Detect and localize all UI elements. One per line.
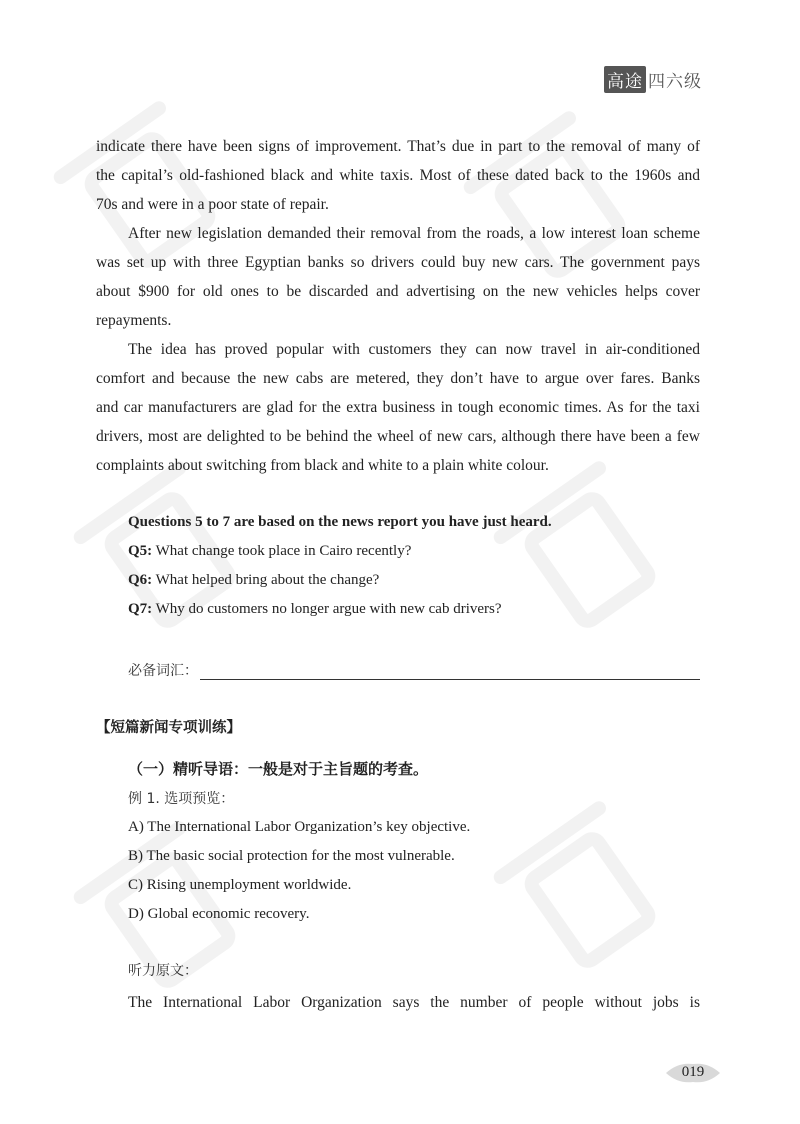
text-line: indicate there have been signs of improvement. That’s due in part to the removal of many of bbox=[96, 138, 700, 155]
question-text: What change took place in Cairo recently? bbox=[152, 543, 412, 559]
text-line: drivers, most are delighted to be behind the wheel of new cars, although there have been a few bbox=[96, 428, 700, 445]
page-number: 019 bbox=[681, 1064, 705, 1080]
paragraph-2 bbox=[96, 219, 700, 335]
page-number-badge bbox=[664, 1062, 722, 1084]
brand-rest: 四六级 bbox=[648, 72, 702, 92]
question-text: What helped bring about the change? bbox=[152, 572, 380, 588]
listening-text: The International Labor Organization says the number of people without jobs is bbox=[128, 994, 700, 1011]
text-line: comfort and because the new cabs are metered, they don’t have to argue over fares. Banks bbox=[96, 370, 700, 387]
vocab-field bbox=[128, 656, 700, 680]
paragraph-3 bbox=[96, 335, 700, 480]
header-brand-logo bbox=[604, 66, 702, 93]
listening-label: 听力原文： bbox=[128, 963, 198, 979]
option-item: C) Rising unemployment worldwide. bbox=[128, 877, 352, 893]
vocab-label: 必备词汇： bbox=[128, 663, 198, 679]
question-text: Why do customers no longer argue with new cab drivers? bbox=[152, 601, 502, 617]
option-item: D) Global economic recovery. bbox=[128, 906, 310, 922]
text-line: about $900 for old ones to be discarded and advertising on the new vehicles helps cover bbox=[96, 283, 700, 300]
sub-title: （一）精听导语：一般是对于主旨题的考查。 bbox=[128, 760, 429, 778]
paragraph-1 bbox=[96, 132, 700, 219]
question-item bbox=[128, 595, 700, 624]
questions-heading: Questions 5 to 7 are based on the news report you have just heard. bbox=[128, 514, 552, 530]
option-item: B) The basic social protection for the most vulnerable. bbox=[128, 848, 455, 864]
section-title: 【短篇新闻专项训练】 bbox=[96, 720, 241, 736]
question-item bbox=[128, 566, 700, 595]
text-line: The idea has proved popular with customers they can now travel in air-conditioned bbox=[128, 341, 700, 358]
text-line: 70s and were in a poor state of repair. bbox=[96, 196, 329, 213]
text-line: and car manufacturers are glad for the extra business in tough economic times. As for the taxi bbox=[96, 399, 700, 416]
question-label: Q6: bbox=[128, 572, 153, 588]
example-label: 例 1. 选项预览： bbox=[128, 791, 235, 807]
brand-box: 高途 bbox=[604, 66, 646, 93]
text-line: the capital’s old-fashioned black and white taxis. Most of these dated back to the 1960s and bbox=[96, 167, 700, 184]
question-label: Q5: bbox=[128, 543, 153, 559]
text-line: repayments. bbox=[96, 312, 172, 329]
questions-block bbox=[128, 508, 700, 624]
text-line: was set up with three Egyptian banks so drivers could buy new cars. The government pays bbox=[96, 254, 700, 271]
question-label: Q7: bbox=[128, 601, 153, 617]
vocab-blank-line bbox=[200, 659, 700, 680]
question-item bbox=[128, 537, 700, 566]
option-item: A) The International Labor Organization’s key objective. bbox=[128, 819, 471, 835]
options-list bbox=[128, 813, 470, 929]
text-line: complaints about switching from black and white to a plain white colour. bbox=[96, 457, 549, 474]
text-line: After new legislation demanded their removal from the roads, a low interest loan scheme bbox=[128, 225, 700, 242]
